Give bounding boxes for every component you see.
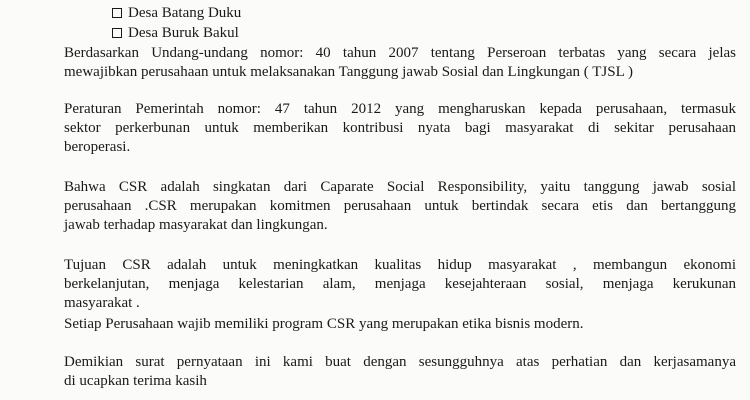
paragraph-csr-goals bbox=[64, 256, 736, 313]
checkbox-bullet-icon bbox=[112, 8, 122, 18]
checkbox-bullet-icon bbox=[112, 28, 122, 38]
text-line: Berdasarkan Undang-undang nomor: 40 tahun 2007 tentang Perseroan terbatas yang secara jelas bbox=[64, 45, 736, 61]
village-name: Desa Batang Duku bbox=[128, 4, 242, 21]
text-line: jawab terhadap masyarakat dan lingkungan. bbox=[64, 217, 328, 233]
village-list bbox=[112, 3, 241, 43]
text-line: beroperasi. bbox=[64, 139, 131, 155]
village-name: Desa Buruk Bakul bbox=[128, 24, 239, 41]
text-line: Peraturan Pemerintah nomor: 47 tahun 2012 yang mengharuskan kepada perusahaan, termasuk bbox=[64, 101, 736, 117]
list-item bbox=[112, 3, 241, 23]
text-line: sektor perkerbunan untuk memberikan kontribusi nyata bagi masyarakat di sekitar perusahaan bbox=[64, 120, 736, 136]
paragraph-csr-definition bbox=[64, 178, 736, 235]
text-line: Bahwa CSR adalah singkatan dari Caparate Social Responsibility, yaitu tanggung jawab sosial bbox=[64, 179, 736, 195]
paragraph-peraturan-pemerintah bbox=[64, 100, 736, 157]
text-line: Setiap Perusahaan wajib memiliki program CSR yang merupakan etika bisnis modern. bbox=[64, 316, 584, 332]
text-line: Tujuan CSR adalah untuk meningkatkan kualitas hidup masyarakat , membangun ekonomi bbox=[64, 257, 736, 273]
paragraph-undang-undang bbox=[64, 44, 736, 82]
text-line: mewajibkan perusahaan untuk melaksanakan Tanggung jawab Sosial dan Lingkungan ( TJSL ) bbox=[64, 64, 633, 80]
paragraph-csr-obligation bbox=[64, 315, 736, 334]
text-line: perusahaan .CSR merupakan komitmen perusahaan untuk bertindak secara etis dan bertanggung bbox=[64, 198, 736, 214]
list-item bbox=[112, 23, 241, 43]
text-line: di ucapkan terima kasih bbox=[64, 373, 207, 389]
text-line: masyarakat . bbox=[64, 295, 140, 311]
text-line: berkelanjutan, menjaga kelestarian alam, menjaga kesejahteraan sosial, menjaga kerukunan bbox=[64, 276, 736, 292]
paragraph-closing bbox=[64, 353, 736, 391]
text-line: Demikian surat pernyataan ini kami buat dengan sesungguhnya atas perhatian dan kerjasamanya bbox=[64, 354, 736, 370]
